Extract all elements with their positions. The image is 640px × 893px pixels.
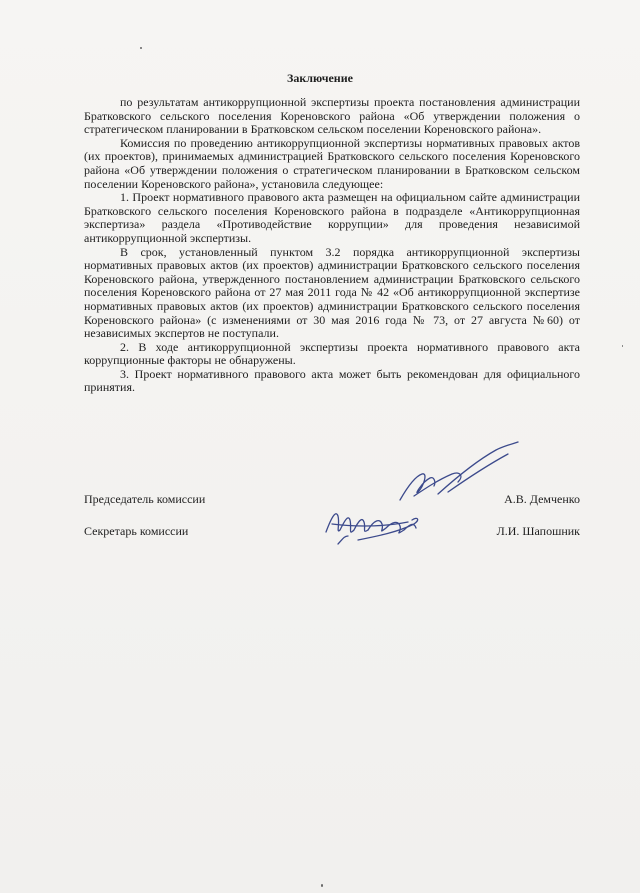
document-title: Заключение bbox=[287, 71, 353, 85]
handwritten-signature bbox=[318, 436, 528, 556]
secretary-role: Секретарь комиссии bbox=[84, 524, 189, 538]
scan-speck bbox=[622, 345, 623, 347]
paragraph-item-1: 1. Проект нормативного правового акта размещен на официальном сайте администрации Братковского сельского поселения Кореновского района в подразделе «Антикоррупционная экспертиза» раздела «Противодействие коррупции» для проведения независимой антикоррупционной экспертизы. bbox=[84, 190, 580, 245]
chair-name: А.В. Демченко bbox=[504, 492, 580, 506]
paragraph-intro: по результатам антикоррупционной экспертизы проекта постановления администрации Братковского сельского поселения Кореновского района «Об утверждении положения о стратегическом планировании в Братковском сельском поселении Кореновского района». bbox=[84, 95, 580, 137]
document-body bbox=[84, 96, 580, 395]
paragraph-item-3: 3. Проект нормативного правового акта может быть рекомендован для официального принятия. bbox=[84, 366, 580, 395]
scan-speck bbox=[140, 47, 142, 49]
chair-role: Председатель комиссии bbox=[84, 492, 206, 506]
secretary-name: Л.И. Шапошник bbox=[496, 524, 580, 538]
scan-speck bbox=[321, 884, 323, 887]
paragraph-deadline: В срок, установленный пунктом 3.2 порядка антикоррупционной экспертизы нормативных правовых актов (их проектов) администрации Братковского сельского поселения Кореновского района, утвержденного постановлением администрации Братковского сельского поселения Кореновского района от 27 мая 2011 года № 42 «Об антикоррупционной экспертизе нормативных правовых актов (их проектов) администрации Братковского сельского поселения Кореновского района» (с изменениями от 30 мая 2016 года № 73, от 27 августа №60) от независимых экспертов не поступали. bbox=[84, 244, 580, 341]
paragraph-commission: Комиссия по проведению антикоррупционной экспертизы нормативных правовых актов (их проектов), принимаемых администрацией Братковского сельского поселения Кореновского района «Об утверждении положения о стратегическом планировании в Братковском сельском поселении Кореновского района», установила следующее: bbox=[84, 135, 580, 191]
paragraph-item-2: 2. В ходе антикоррупционной экспертизы проекта нормативного правового акта коррупционные факторы не обнаружены. bbox=[84, 339, 580, 368]
